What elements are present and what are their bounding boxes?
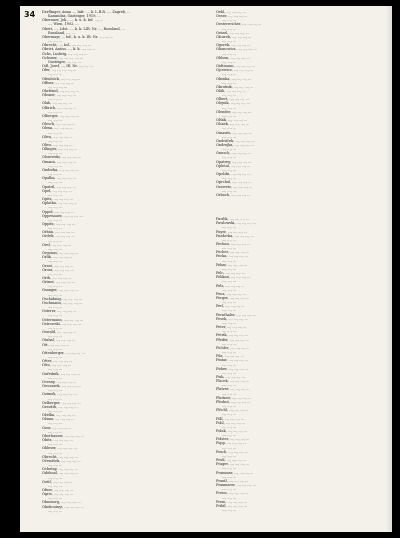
entry-line: Orbán, ..., ..., ..., ... — [42, 230, 75, 235]
entry-line: Oberhauser, ..., ..., ..., ... — [42, 433, 84, 438]
entry-line: ..., ..., ... — [222, 445, 236, 450]
entry-line: ..., ..., ... — [48, 354, 62, 359]
entry-line: ..., ..., ... — [48, 305, 62, 310]
entry-line: ..., ..., ... — [48, 138, 62, 143]
entry-line: Prem, ..., ..., ..., ... — [216, 499, 247, 504]
entry-line: Ortner, ..., ..., ..., ... — [42, 280, 75, 285]
entry-line: Ouředník, ..., ..., ..., ... — [42, 371, 80, 376]
entry-line: Pawlowski, ..., ..., ..., ... — [216, 221, 256, 226]
entry-line: Oschmann, ..., ..., ..., ... — [42, 300, 83, 305]
entry-line: Okenka, ..., ..., ..., ... — [216, 76, 251, 81]
entry-line: Oettl, ..., ..., ..., ... — [42, 479, 73, 484]
entry-line: Opatril, ..., ..., ..., ... — [42, 184, 76, 189]
entry-line: ..., ..., ... — [222, 350, 236, 355]
entry-line: Ohlsen, ..., ..., ..., ... — [216, 55, 250, 60]
entry-line: Ott, ..., ..., ..., ... — [42, 342, 70, 347]
entry-line: ..., ..., ... — [222, 370, 236, 375]
entry-line: ..., ..., ... — [48, 367, 62, 372]
entry-line: ..., ..., ... — [222, 383, 236, 388]
entry-line: Praxmarer, ..., ..., ..., ... — [216, 483, 256, 488]
entry-line: Olesch, ..., ..., ..., ... — [42, 122, 76, 127]
entry-line: Postl, ..., ..., ..., ... — [216, 458, 246, 463]
entry-line: ..., ..., ... — [48, 442, 62, 447]
entry-line: Ožana, ..., ..., ..., ... — [42, 417, 75, 422]
entry-line: Pernthaler, ..., ..., ..., ... — [216, 312, 256, 317]
entry-line: Osterer, ..., ..., ..., ... — [42, 309, 77, 314]
entry-line: ..., ..., ... — [222, 404, 236, 409]
entry-line: Perl, ..., ..., ..., ... — [216, 304, 245, 309]
entry-line: Odehnal, ..., ..., ..., ... — [42, 471, 79, 476]
right-column-upper — [216, 10, 394, 197]
entry-line: Posch, ..., ..., ..., ... — [216, 449, 248, 454]
entry-line: Pleskot, ..., ..., ..., ... — [216, 399, 251, 404]
entry-line: Ohanowicz, ..., ..., ..., ... — [216, 47, 257, 52]
entry-line: Omann, ..., ..., ..., ... — [42, 159, 77, 164]
entry-line: Omasits, ..., ..., ..., ... — [216, 130, 252, 135]
entry-line: Ottenberger, ..., ..., ..., ... — [42, 350, 85, 355]
entry-line: ..., ..., ... — [48, 346, 62, 351]
entry-line: Ohsner, ..., ..., ..., ... — [42, 93, 76, 98]
entry-line: ..., ..., ..., ... — [48, 84, 68, 89]
entry-line: ..., ..., ... — [48, 325, 62, 330]
entry-line: Oplatka, ..., ..., ..., ... — [42, 201, 78, 206]
entry-line: Opitz, ..., ..., ..., ... — [42, 197, 73, 202]
right-column — [216, 10, 394, 512]
entry-line: Derflinger, Anna ..., Infr. ..., k. L.B.R. ..., Zagreb, ... — [42, 10, 131, 14]
entry-line: ..., ..., ... — [222, 266, 236, 271]
entry-line: ..., ..., ... — [48, 334, 62, 339]
entry-line: Pecka, ..., ..., ..., ... — [216, 254, 248, 259]
entry-line: Olivo, ..., ..., ..., ... — [42, 143, 73, 147]
entry-line: ..., ..., ... — [222, 155, 236, 160]
entry-line: Pawlik, ..., ..., ..., ... — [216, 217, 249, 222]
entry-line: ..., ..., ... — [222, 51, 236, 56]
entry-line: Oppitz, ..., ..., ..., ... — [42, 221, 76, 226]
entry-line: ..., ..., ... — [222, 59, 236, 64]
entry-line: ..., Wien, 1902, ... — [48, 22, 79, 27]
entry-line: Prantl, ..., ..., ..., ... — [216, 478, 249, 483]
entry-line: Obrist, Anton, ..., k. k. ..., ..., ... — [42, 47, 96, 52]
entry-line: ..., ..., ... — [48, 217, 62, 222]
entry-line: Ochs, Ludwig, ..., ..., ..., ... — [42, 51, 88, 56]
entry-line: Ofer, ..., ..., ..., ..., ... — [42, 68, 77, 73]
entry-line: Opalka, ..., ..., ..., ... — [42, 176, 76, 181]
entry-line: ..., ..., ... — [222, 466, 236, 471]
entry-line: Opletal, ..., ..., ..., ... — [216, 163, 251, 168]
entry-line: Okolicsányi, ..., ..., ..., ... — [42, 504, 84, 509]
entry-line: Petrik, ..., ..., ..., ... — [216, 333, 248, 338]
entry-line: Oppenauer, ..., ..., ..., ... — [42, 213, 83, 218]
entry-line: Pazderka, ..., ..., ..., ... — [216, 233, 254, 238]
entry-line: ..., ..., ... — [222, 246, 236, 251]
entry-line: ..., ..., ... — [48, 151, 62, 156]
entry-line: Obermayr, ... Inf., k. u. k. IR. Nr. ..., ..., ... — [42, 34, 114, 39]
entry-line: Ochotny, ..., ..., ..., ... — [42, 467, 78, 472]
entry-line: Pechan, ..., ..., ..., ... — [216, 241, 251, 246]
entry-line: ..., ..., ... — [222, 72, 236, 77]
entry-line: Oprchal, ..., ..., ..., ... — [216, 180, 252, 185]
entry-line: ..., ..., ... — [222, 320, 236, 325]
entry-line: Olbrich, ..., ..., ..., ... — [42, 105, 77, 110]
entry-line: Pekar, ..., ..., ..., ... — [216, 262, 248, 267]
entry-line: Ordelt, ..., ..., ..., ... — [42, 234, 75, 239]
entry-line: ..., ..., ... — [222, 18, 236, 23]
entry-line: ..., ..., ... — [222, 287, 236, 292]
entry-line: Preiss, ..., ..., ..., ... — [216, 491, 249, 496]
entry-line: Opel, ..., ..., ..., ... — [42, 188, 72, 193]
entry-line: Oschabnig, ..., ..., ..., ... — [42, 296, 83, 301]
entry-line: Obleser, ..., ..., ..., ... — [42, 446, 77, 451]
entry-line: ..., ..., ... — [222, 329, 236, 334]
entry-line: Plattner, ..., ..., ..., ... — [216, 395, 252, 400]
entry-line: ..., ..., ... — [48, 172, 62, 177]
entry-line: Olejnik, ..., ..., ..., ... — [216, 101, 250, 106]
entry-line: ..., ..., ... — [48, 72, 62, 77]
entry-line: Ostrowski, ..., ..., ..., ... — [42, 321, 82, 326]
entry-line: ..., ..., ... — [48, 375, 62, 380]
entry-line: ..., ..., ... — [222, 412, 236, 417]
entry-line: Ondráček, ..., ..., ..., ... — [216, 138, 255, 143]
entry-line: ..., ..., ... — [48, 271, 62, 276]
entry-line: Orosz, ..., ..., ..., ... — [42, 267, 74, 272]
entry-line: Obitz, ..., ..., ..., ... — [42, 438, 73, 443]
entry-line: ..., ..., ... — [48, 313, 62, 318]
entry-line: Pichler, ..., ..., ..., ... — [216, 345, 250, 350]
entry-line: Olah, ..., ..., ..., ... — [42, 101, 72, 106]
entry-line: Osanger, ..., ..., ..., ... — [42, 288, 78, 293]
entry-line: Ozor, ..., ..., ..., ... — [42, 425, 72, 430]
entry-line: Onderka, ..., ..., ..., ... — [42, 167, 79, 172]
entry-line: Oesterreicher, ..., ..., ..., ... — [216, 22, 262, 27]
entry-line: Pelz, ..., ..., ..., ... — [216, 283, 245, 288]
entry-line: ..., ..., ... — [48, 246, 62, 251]
entry-line: Pintar, ..., ..., ..., ... — [216, 358, 248, 363]
entry-line: Olender, ..., ..., ..., ... — [216, 109, 252, 114]
entry-line: Offner, ..., ..., ..., ... — [42, 80, 75, 85]
entry-line: ..., ..., ... — [222, 424, 236, 429]
entry-line: Prammer, ..., ..., ..., ... — [216, 470, 254, 475]
entry-line: ..., ..., ... — [222, 308, 236, 313]
entry-line: Orbach, ..., ..., ..., ... — [216, 192, 251, 197]
entry-line: ..., ..., ... — [222, 237, 236, 242]
entry-line: Ozimek, ..., ..., ..., ... — [42, 392, 77, 397]
entry-line: ..., ..., ... — [222, 167, 236, 172]
entry-line: Otto, ..., ..., ..., ... — [42, 363, 72, 368]
document-page — [20, 6, 392, 532]
entry-line: Oberauer, Joh., ..., k. u. k. Inf. ..., ... — [42, 18, 104, 23]
entry-line: Polak, ..., ..., ..., ... — [216, 429, 247, 433]
entry-line: Pöll, ..., ..., ..., ... — [216, 416, 244, 421]
entry-line: Oeser, ..., ..., ..., ... — [216, 14, 248, 19]
entry-line: Olszak, ..., ..., ..., ... — [216, 122, 250, 127]
entry-line: ..., ..., ... — [48, 130, 62, 135]
entry-line: ..., ..., ... — [48, 475, 62, 480]
entry-line: ..., ..., ... — [48, 463, 62, 468]
entry-line: ..., ..., ... — [48, 421, 62, 426]
entry-line: ..., ..., ... — [222, 341, 236, 346]
entry-line: Pohl, ..., ..., ..., ... — [216, 420, 246, 425]
entry-line: Orlik, ..., ..., ..., ... — [42, 255, 73, 260]
entry-line: ..., ..., ... — [222, 147, 236, 152]
entry-line: Oželka, ..., ..., ..., ... — [42, 413, 76, 418]
entry-line: Ohrfeind, ..., ..., ..., ... — [42, 88, 80, 93]
entry-line: ..., ..., ... — [222, 93, 236, 98]
entry-line: Ondrejka, ..., ..., ..., ... — [216, 143, 254, 147]
entry-line: ..., ..., ... — [48, 496, 62, 501]
entry-line: Pecher, ..., ..., ..., ... — [216, 250, 250, 255]
entry-line: ..., ..., ... — [222, 26, 236, 31]
entry-line: Polster, ..., ..., ..., ... — [216, 437, 250, 442]
entry-line: Oehl, ..., ..., ..., ... — [216, 10, 246, 14]
entry-line: Orgonas, ..., ..., ..., ... — [42, 251, 79, 256]
entry-line: Oidtmann, ..., ..., ..., ... — [216, 64, 255, 69]
entry-line: ..., ..., ... — [222, 225, 236, 230]
entry-line: Pisk, ..., ..., ..., ... — [216, 374, 245, 379]
entry-line: ..., ..., ... — [48, 483, 62, 488]
entry-line: Ojcewicz, ..., ..., ..., ... — [216, 68, 254, 73]
entry-line: Otter, ..., ..., ..., ... — [42, 359, 73, 364]
entry-line: ..., ..., ... — [222, 105, 236, 110]
entry-line: Obert, ..., Ldst. ..., k. k. LIR. Nr. ..., Russland, ... — [42, 26, 125, 31]
entry-line: Platzer, ..., ..., ..., ... — [216, 387, 250, 392]
entry-line: ..., ..., ... — [48, 163, 62, 168]
entry-line: ..., ..., ... — [48, 238, 62, 243]
entry-line: ..., ..., ... — [48, 388, 62, 393]
entry-line: Penz, ..., ..., ..., ... — [216, 291, 246, 296]
entry-line: ..., ..., ... — [222, 453, 236, 458]
entry-line: Ofner, ..., ..., ..., ... — [42, 487, 74, 492]
entry-line: Pesek, ..., ..., ..., ... — [216, 316, 248, 321]
entry-line: Onusch, ..., ..., ..., ... — [216, 151, 251, 156]
entry-line: ..., ..., ... — [222, 487, 236, 492]
entry-line: Ollinger, ..., ..., ..., ... — [42, 147, 78, 152]
entry-line: Perger, ..., ..., ..., ... — [216, 296, 249, 300]
entry-line: Ostermann, ..., ..., ..., ... — [42, 317, 84, 322]
entry-line: ..., ..., ... — [48, 226, 62, 231]
scan-edge-shadow — [386, 6, 392, 532]
entry-line: ..., ..., ... — [48, 180, 62, 185]
entry-line: ..., ..., ... — [48, 508, 62, 513]
entry-line: ..., ..., ... — [48, 118, 62, 123]
entry-line: Ogris, ..., ..., ..., ... — [42, 492, 74, 497]
entry-line: Kamnidaz, Gasteiger, 1919, ... — [48, 14, 101, 19]
left-column — [42, 10, 220, 513]
entry-line: Ozlberger, ..., ..., ..., ... — [42, 400, 81, 405]
entry-line: Oppel, ..., ..., ..., ... — [42, 209, 74, 214]
entry-line: Otahal, ..., ..., ..., ... — [42, 338, 76, 343]
entry-line: Okrutnik, ..., ..., ..., ... — [216, 84, 254, 89]
entry-line: Očenášek, ..., ..., ..., ... — [42, 458, 81, 463]
page-number: 34 — [24, 10, 36, 19]
entry-line: Özsváth, ..., ..., ..., ... — [42, 404, 78, 409]
entry-line: Plöchl, ..., ..., ..., ... — [216, 408, 249, 413]
entry-line: Peter, ..., ..., ..., ... — [216, 325, 247, 330]
entry-line: ..., ..., ... — [222, 80, 236, 85]
entry-line: Odl, Josef, ..., IR. Nr. ..., ..., ... — [42, 64, 93, 69]
entry-line: ..., ..., ... — [48, 450, 62, 455]
entry-line: Ochsner, ..., ..., ..., ..., ... — [42, 55, 84, 60]
entry-line: Ofcarek, ..., ..., ..., ... — [216, 34, 252, 39]
entry-line: Gasteiger, ..., ..., ... — [48, 59, 81, 64]
entry-line: ..., ..., ... — [222, 507, 236, 512]
entry-line: Prager, ..., ..., ..., ... — [216, 462, 250, 467]
entry-line: ..., ..., ... — [222, 433, 236, 438]
entry-line: Pirker, ..., ..., ..., ... — [216, 366, 248, 371]
entry-line: Opatrny, ..., ..., ..., ... — [216, 159, 252, 164]
entry-line: Olšák, ..., ..., ..., ... — [216, 118, 248, 123]
entry-line: Obrecht, ..., ..., ..., ... — [42, 454, 78, 459]
entry-line: ..., ..., ... — [48, 192, 62, 197]
entry-line: ..., ..., ... — [48, 396, 62, 401]
entry-line: Popp, ..., ..., ..., ... — [216, 441, 247, 446]
entry-line: Olszewski, ..., ..., ..., ... — [42, 155, 81, 160]
entry-line: ..., ..., ... — [222, 391, 236, 396]
entry-line: ..., ..., ... — [48, 97, 62, 102]
entry-line: ..., ..., ... — [222, 474, 236, 479]
entry-line: Pelc, ..., ..., ..., ... — [216, 271, 245, 276]
entry-line: Oswald, ..., ..., ..., ... — [42, 330, 77, 335]
entry-line: Orawetz, ..., ..., ..., ... — [216, 184, 253, 189]
entry-line: ..., ..., ... — [48, 39, 62, 44]
entry-line: Oliva, ..., ..., ..., ... — [42, 134, 73, 139]
entry-line: Pelikan, ..., ..., ..., ... — [216, 275, 251, 280]
entry-line: Obrecht, ..., Inf., ..., ..., ..., ... — [42, 43, 92, 48]
entry-line: ..., ..., ... — [48, 284, 62, 289]
entry-line: ..., ..., ... — [222, 134, 236, 139]
entry-line: Orth, ..., ..., ..., ... — [42, 276, 72, 280]
entry-line: ..., ..., ... — [222, 176, 236, 181]
entry-line: Russland, ..., ... — [48, 30, 75, 35]
entry-line: Pfeifer, ..., ..., ..., ... — [216, 337, 249, 342]
entry-line: ..., ..., ... — [48, 429, 62, 434]
entry-line: Ogorek, ..., ..., ..., ... — [216, 43, 251, 48]
column-gap — [216, 197, 394, 217]
entry-line: Opolski, ..., ..., ..., ... — [216, 172, 251, 177]
entry-line: Oláh, ..., ..., ..., ... — [216, 88, 246, 93]
entry-line: ..., ..., ... — [48, 109, 62, 114]
entry-line: Orel, ..., ..., ..., ... — [42, 242, 72, 247]
entry-line: ..., ..., ... — [222, 39, 236, 44]
entry-line: ..., ..., ... — [222, 126, 236, 131]
entry-line: ..., ..., ... — [48, 205, 62, 210]
entry-line: Pilz, ..., ..., ..., ... — [216, 354, 244, 359]
entry-line: Ohnesorg, ..., ..., ..., ... — [42, 500, 81, 505]
right-column-lower — [216, 217, 394, 512]
entry-line: ..., ..., ... — [222, 113, 236, 118]
entry-line: ..., ..., ... — [48, 292, 62, 297]
entry-line: Payer, ..., ..., ..., ... — [216, 229, 247, 234]
entry-line: Ornst, ..., ..., ..., ... — [42, 263, 74, 268]
entry-line: Olberger, ..., ..., ..., ... — [42, 113, 79, 118]
entry-line: ..., ..., ... — [222, 362, 236, 367]
entry-line: Owczarek, ..., ..., ..., ... — [42, 384, 81, 389]
entry-line: Olbert, ..., ..., ..., ... — [216, 97, 249, 102]
entry-line: ..., ..., ... — [222, 300, 236, 305]
entry-line: ..., ..., ... — [222, 258, 236, 263]
entry-line: Placek, ..., ..., ..., ... — [216, 379, 250, 384]
entry-line: ..., ..., ... — [222, 495, 236, 500]
entry-line: Oetzel, ..., ..., ..., ... — [216, 30, 249, 35]
entry-line: Pribil, ..., ..., ..., ... — [216, 503, 247, 508]
entry-line: Olexa, ..., ..., ..., ... — [42, 126, 74, 131]
entry-line: Ofenböck, ..., ..., ..., ... — [42, 76, 81, 81]
entry-line: ..., ..., ... — [48, 259, 62, 264]
entry-line: Ovesny, ..., ..., ..., ... — [42, 379, 76, 384]
entry-line: ..., ..., ... — [222, 279, 236, 284]
entry-line: ..., ..., ... — [48, 409, 62, 413]
entry-line: ..., ..., ... — [222, 188, 236, 193]
